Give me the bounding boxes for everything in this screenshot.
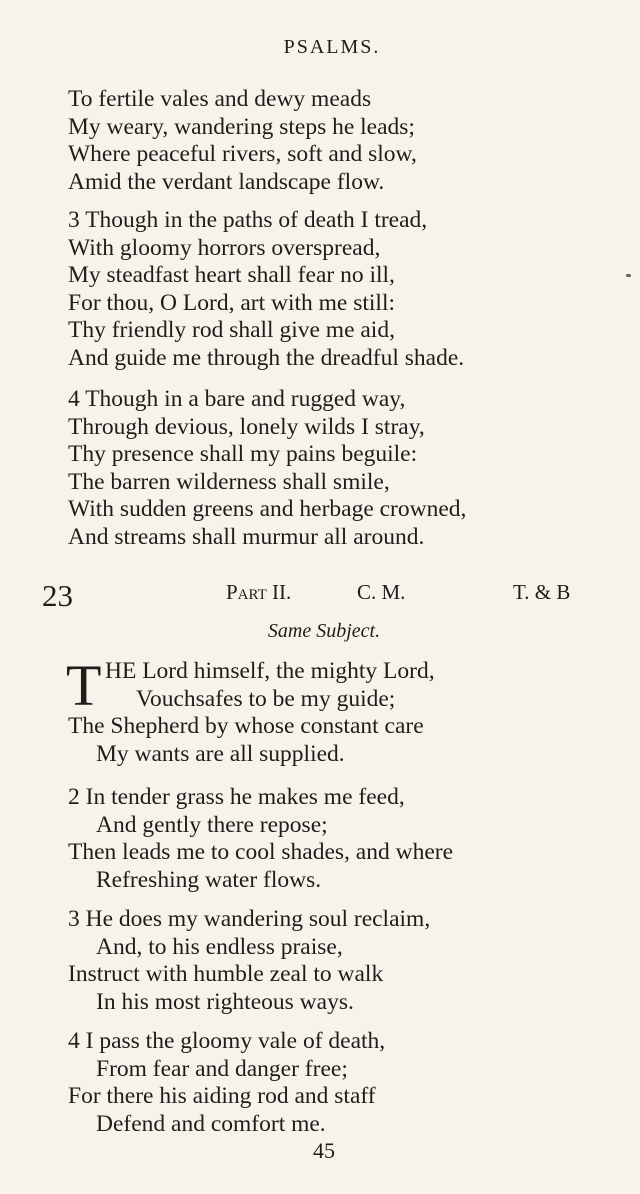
verse-line: And streams shall murmur all around.: [68, 523, 425, 550]
verse-line: With gloomy horrors overspread,: [68, 234, 381, 261]
verse-line: Amid the verdant landscape flow.: [68, 168, 385, 195]
hymn-tune: T. & B: [513, 580, 571, 604]
verse-line: My wants are all supplied.: [96, 740, 345, 767]
verse-line: The barren wilderness shall smile,: [68, 468, 390, 495]
verse-line: And, to his endless praise,: [96, 933, 343, 960]
verse-line: Refreshing water flows.: [96, 866, 322, 893]
verse-line: My weary, wandering steps he leads;: [68, 113, 415, 140]
verse-line: 3 Though in the paths of death I tread,: [68, 207, 428, 233]
verse-line: Then leads me to cool shades, and where: [68, 839, 454, 866]
verse-line: And gently there repose;: [96, 811, 328, 838]
verse-line: For thou, O Lord, art with me still:: [68, 289, 396, 316]
verse-line: 4 Though in a bare and rugged way,: [68, 386, 406, 412]
hymn-part: [226, 580, 291, 605]
hymn-subject: Same Subject.: [267, 620, 381, 642]
verse-line: Defend and comfort me.: [96, 1110, 326, 1137]
stanza-continued: [68, 86, 417, 196]
verse-line: 2 In tender grass he makes me feed,: [68, 784, 405, 810]
verse-line: Thy presence shall my pains beguile:: [68, 441, 418, 468]
verse-line: Thy friendly rod shall give me aid,: [68, 317, 395, 344]
page-number: 45: [313, 1138, 335, 1163]
verse-line: In his most righteous ways.: [96, 988, 354, 1015]
running-header: PSALMS.: [283, 36, 381, 58]
verse-line: Through devious, lonely wilds I stray,: [68, 413, 425, 440]
hymn-verse-4: [68, 1028, 385, 1138]
verse-line: Vouchsafes to be my guide;: [136, 685, 396, 712]
drop-capital: T: [66, 653, 102, 718]
verse-line: To fertile vales and dewy meads: [68, 86, 372, 112]
stanza-3: [68, 207, 464, 373]
verse-line: Instruct with humble zeal to walk: [68, 961, 384, 988]
verse-line: Where peaceful rivers, soft and slow,: [68, 141, 417, 168]
hymn-part-label: Part II.: [226, 580, 292, 604]
verse-line: 4 I pass the gloomy vale of death,: [68, 1028, 386, 1054]
hymn-number: 23: [42, 578, 73, 613]
verse-line: From fear and danger free;: [96, 1055, 348, 1082]
verse-line: My steadfast heart shall fear no ill,: [68, 262, 395, 289]
stanza-4: [68, 386, 466, 552]
verse-line: The Shepherd by whose constant care: [68, 713, 424, 740]
verse-line: And guide me through the dreadful shade.: [68, 344, 465, 371]
hymn-verse-3: [68, 906, 430, 1016]
hymn-meter: C. M.: [357, 580, 406, 604]
verse-line: HE Lord himself, the mighty Lord,: [105, 658, 435, 684]
hymn-verse-1: [66, 653, 435, 768]
verse-line: 3 He does my wandering soul reclaim,: [68, 906, 431, 932]
verse-line: With sudden greens and herbage crowned,: [68, 496, 467, 523]
margin-mark: [626, 274, 631, 277]
verse-line: For there his aiding rod and staff: [68, 1083, 376, 1110]
hymn-verse-2: [68, 784, 453, 894]
